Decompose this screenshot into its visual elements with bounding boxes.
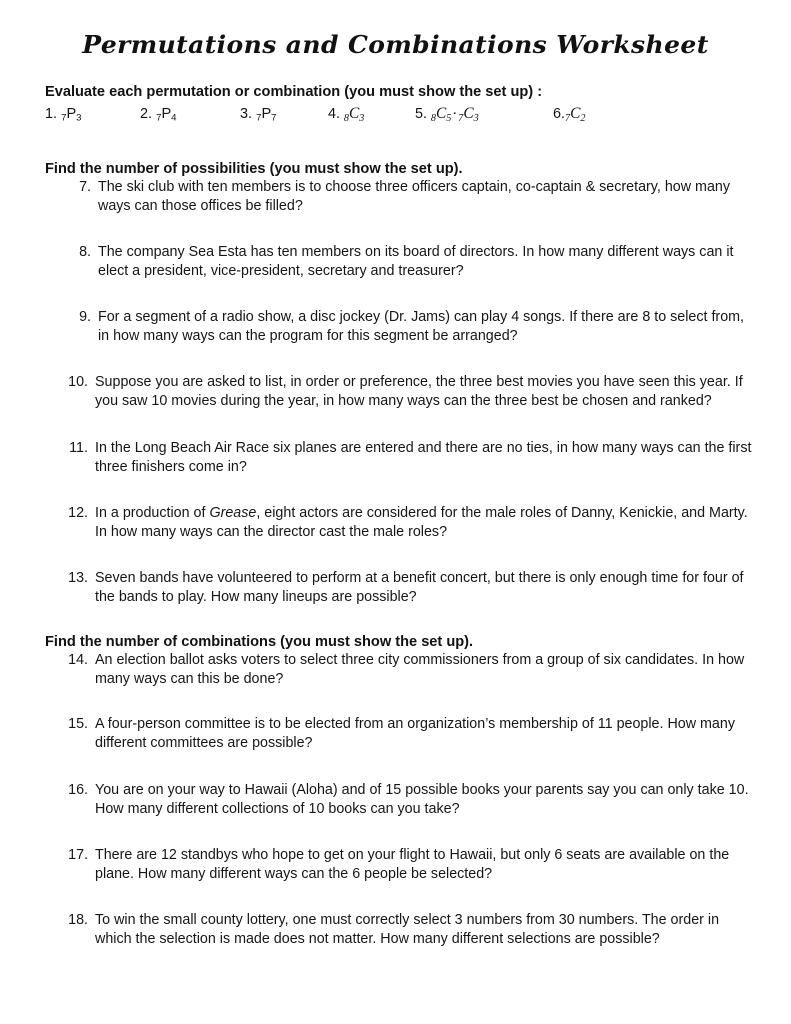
- question-text: There are 12 standbys who hope to get on your flight to Hawaii, but only 6 seats are available on the plane. How many different ways can the 6 people be selected?: [95, 847, 730, 883]
- section-heading-evaluate: Evaluate each permutation or combination (you must show the set up) :: [45, 84, 543, 100]
- expression-op: C: [348, 105, 360, 122]
- expression-number: 2.: [140, 106, 153, 122]
- expression-r: 7: [271, 112, 277, 124]
- expression-n: 7: [61, 112, 67, 124]
- question-number: 17.: [68, 847, 88, 863]
- question-text: In the Long Beach Air Race six planes are entered and there are no ties, in how many ways can the first three finishers come in?: [95, 440, 752, 476]
- expression-item-3: [240, 107, 277, 122]
- expression-op: C: [570, 105, 581, 122]
- question-text: Seven bands have volunteered to perform at a benefit concert, but there is only enough time for four of the bands to play. How many lineups are possible?: [95, 570, 744, 606]
- question-item: [65, 243, 750, 281]
- question-number: 14.: [68, 652, 88, 668]
- expression-op: P: [261, 106, 272, 122]
- question-item: [62, 846, 752, 884]
- expression-item-1: [45, 107, 82, 122]
- question-text: To win the small county lottery, one must correctly select 3 numbers from 30 numbers. The order in which the selection is made does not matter. How many different selections are possible?: [95, 912, 720, 948]
- question-number: 16.: [68, 782, 88, 798]
- evaluate-expression-row: [45, 105, 745, 127]
- question-number: 9.: [79, 309, 91, 325]
- question-number: 10.: [68, 374, 88, 390]
- question-item: [62, 373, 754, 411]
- expression-item-6: [553, 105, 586, 124]
- question-text-before: In a production of: [95, 505, 210, 521]
- expression-item-4: [328, 105, 365, 124]
- question-text: [95, 504, 754, 542]
- expression-r: 3: [76, 112, 82, 124]
- expression-op2: C: [463, 105, 474, 122]
- expression-r: 2: [580, 112, 586, 124]
- expression-number: 4.: [328, 106, 341, 122]
- expression-number: 1.: [45, 106, 58, 122]
- question-item: [65, 178, 755, 216]
- expression-number: 6.: [553, 106, 566, 122]
- question-item: [65, 308, 755, 346]
- expression-number: 5.: [415, 106, 428, 122]
- question-number: 13.: [68, 570, 88, 586]
- question-number: 18.: [68, 912, 88, 928]
- expression-n: 8: [430, 112, 436, 124]
- question-text: For a segment of a radio show, a disc jockey (Dr. Jams) can play 4 songs. If there are 8 to select from, in how many ways can the program for this segment be arranged?: [98, 309, 745, 345]
- expression-r: 4: [171, 112, 177, 124]
- page-title: Permutations and Combinations Worksheet: [82, 30, 709, 59]
- question-number: 12.: [68, 505, 88, 521]
- question-text: The ski club with ten members is to choose three officers captain, co-captain & secretary, how many ways can those offices be filled?: [98, 179, 730, 215]
- expression-op: C: [435, 105, 447, 122]
- section-heading-possibilities: Find the number of possibilities (you must show the set up).: [45, 161, 463, 177]
- question-item: [62, 781, 752, 819]
- question-text-after: , eight actors are considered for the male roles of Danny, Kenickie, and Marty. In how many ways can the director cast the male roles?: [95, 505, 748, 541]
- expression-n: 7: [256, 112, 262, 124]
- question-number: 15.: [68, 716, 88, 732]
- question-number: 7.: [79, 179, 91, 195]
- expression-n2: 7: [458, 112, 464, 124]
- question-number: 11.: [69, 440, 88, 456]
- italic-title: Grease: [209, 505, 257, 521]
- question-number: 8.: [79, 244, 91, 260]
- question-item: [62, 569, 754, 607]
- expression-r: 3: [359, 112, 365, 124]
- expression-item-5: [415, 106, 479, 122]
- section-heading-combinations: Find the number of combinations (you must show the set up).: [45, 634, 474, 650]
- question-item: [62, 651, 752, 689]
- question-text: The company Sea Esta has ten members on its board of directors. In how many different ways can it elect a president, vice-president, secretary and treasurer?: [98, 244, 734, 280]
- question-text: A four-person committee is to be elected from an organization’s membership of 11 people. How many different committees are possible?: [95, 716, 735, 752]
- multiplication-dot: ·: [452, 106, 458, 122]
- expression-r: 5: [446, 112, 452, 124]
- question-item: [62, 504, 754, 542]
- expression-number: 3.: [240, 106, 253, 122]
- question-item: [62, 715, 752, 753]
- expression-op: P: [66, 106, 77, 122]
- question-item: [62, 439, 754, 477]
- expression-item-2: [140, 107, 177, 122]
- question-text: You are on your way to Hawaii (Aloha) and of 15 possible books your parents say you can only take 10. How many different collections of 10 books can you take?: [95, 782, 749, 818]
- expression-op: P: [161, 106, 172, 122]
- expression-n: 7: [156, 112, 162, 124]
- expression-r2: 3: [473, 112, 479, 124]
- question-item: [62, 911, 752, 949]
- question-text: An election ballot asks voters to select three city commissioners from a group of six candidates. In how many ways can this be done?: [95, 652, 745, 688]
- question-text: Suppose you are asked to list, in order or preference, the three best movies you have seen this year. If you saw 10 movies during the year, in how many ways can the three best be chosen and ranked?: [95, 374, 743, 410]
- expression-n: 7: [565, 112, 571, 124]
- expression-n: 8: [343, 112, 349, 124]
